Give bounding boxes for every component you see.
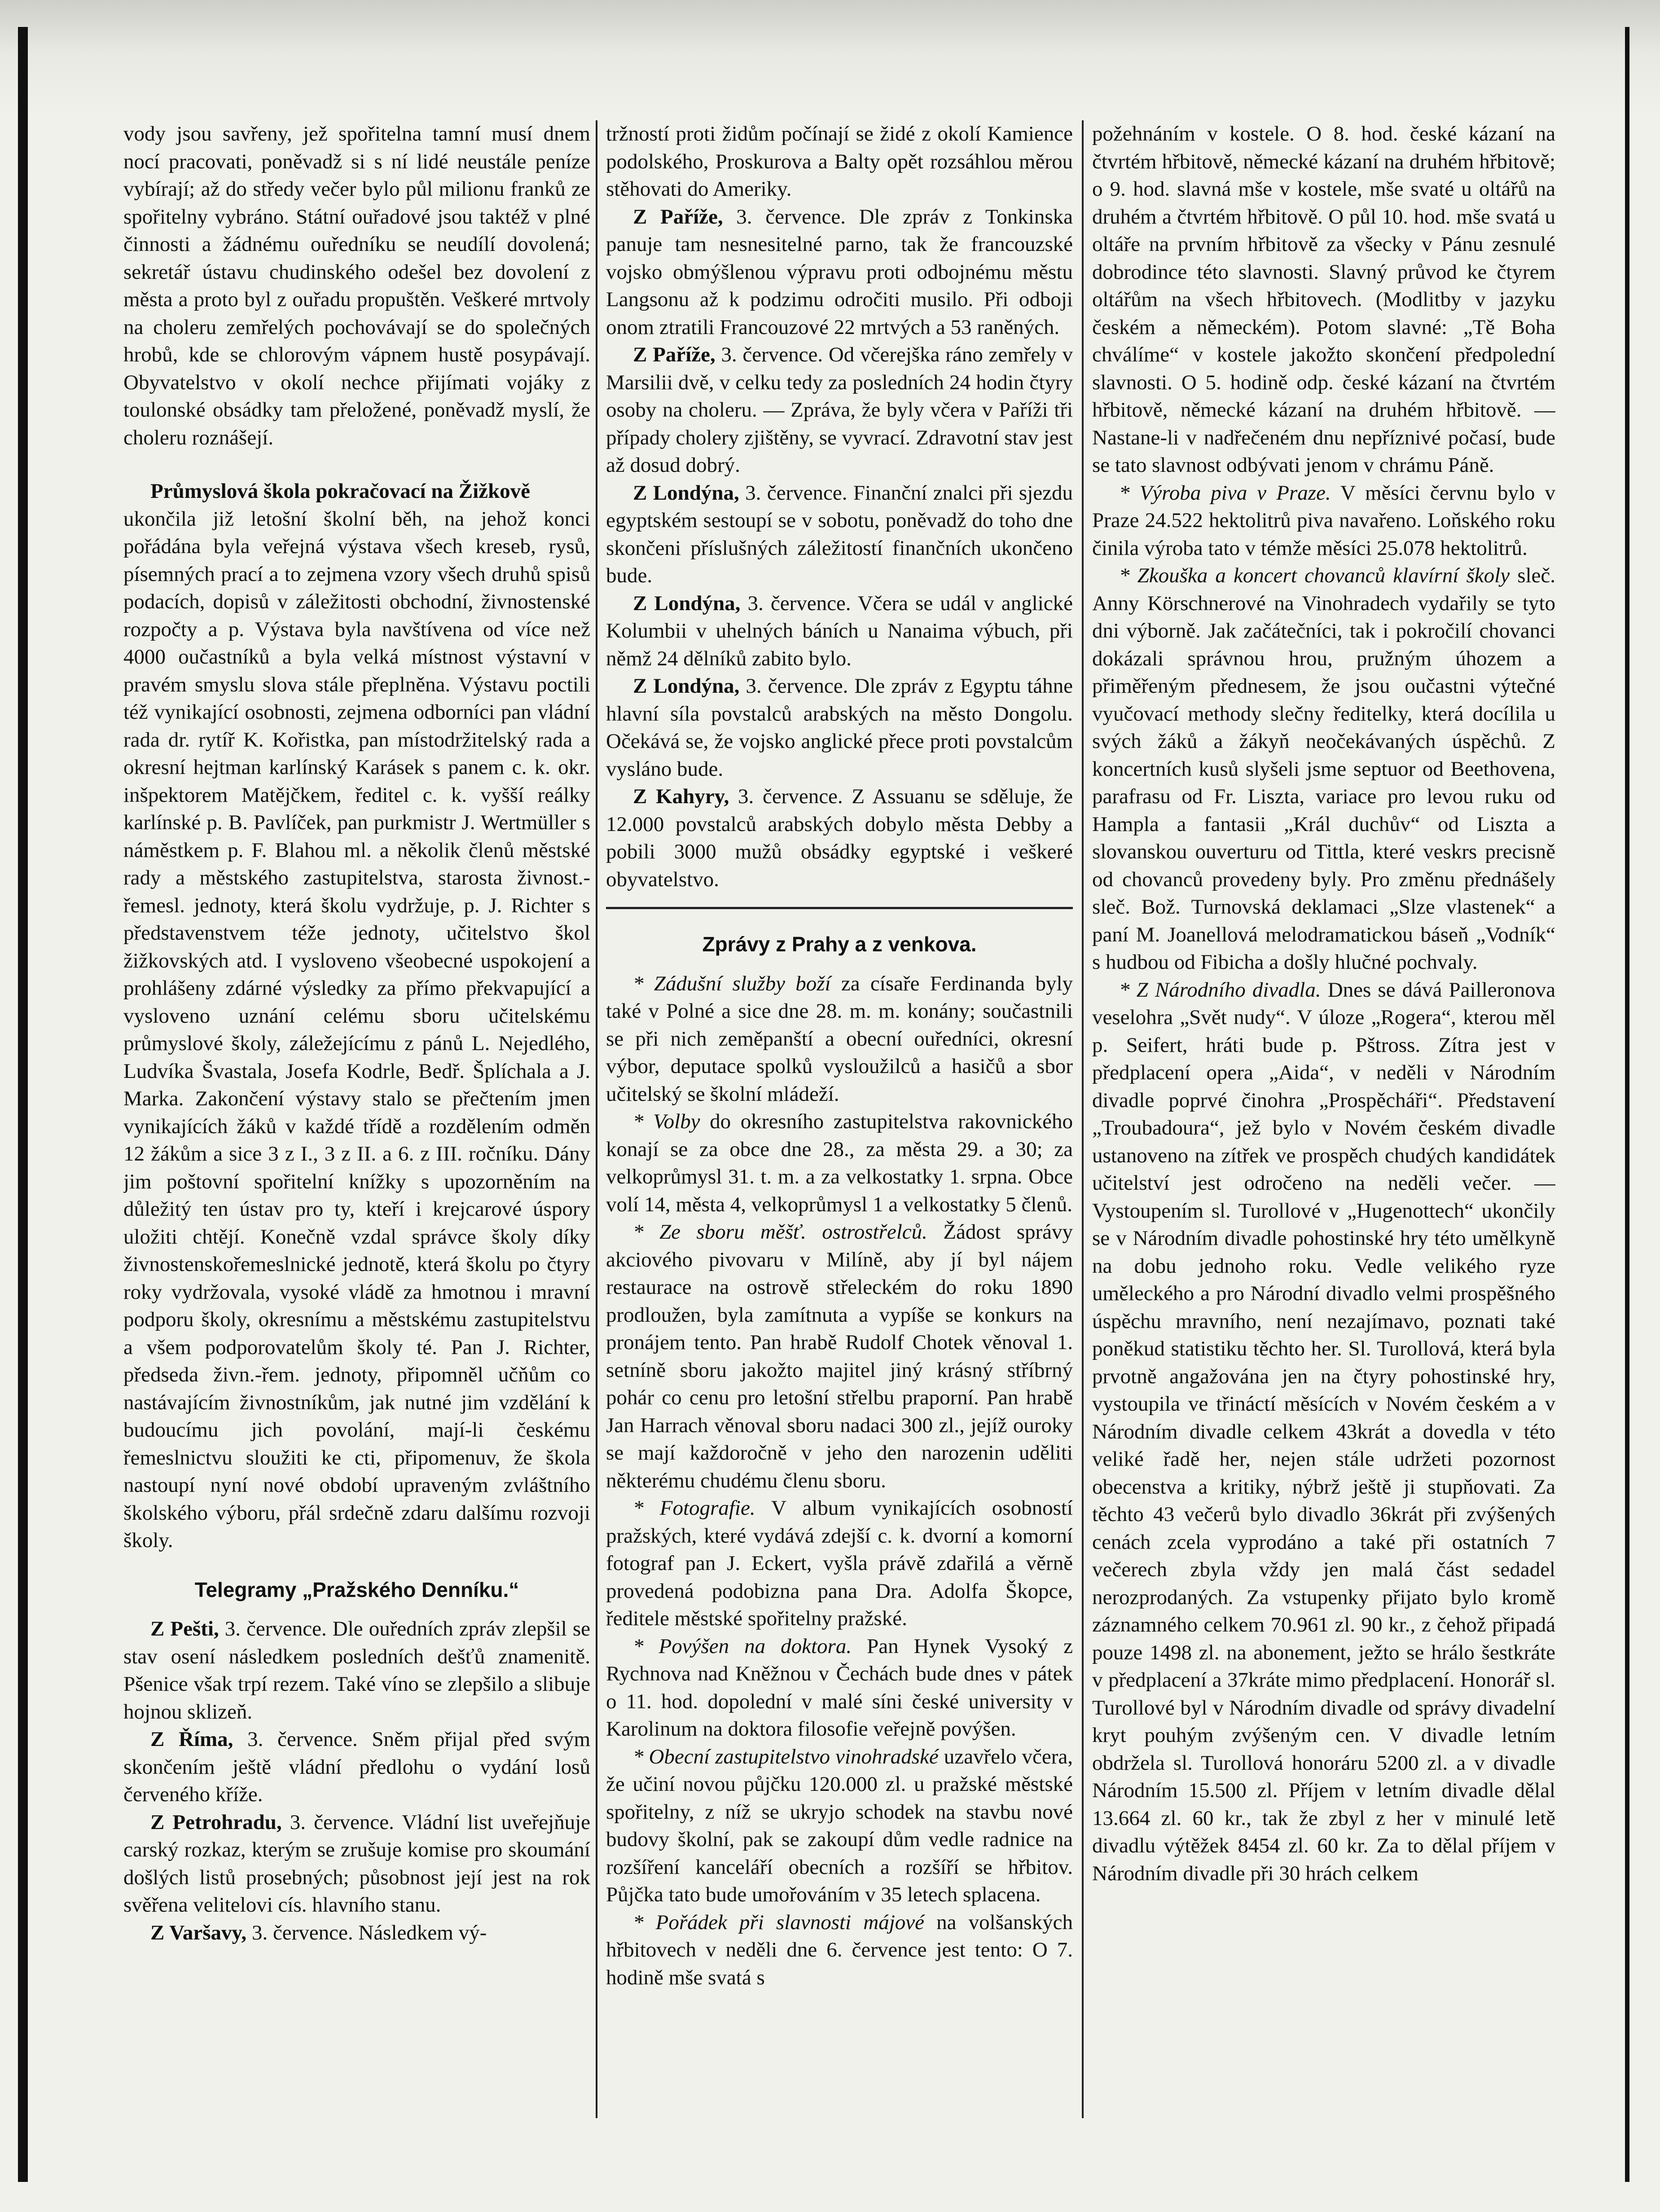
telegram-item — [606, 203, 1073, 342]
news-lead: * Pořádek při slavnosti májové — [633, 1910, 924, 1934]
telegram-item — [606, 783, 1073, 893]
column-1 — [123, 120, 590, 2118]
telegram-place: Z Londýna, — [633, 481, 739, 505]
news-lead: * Povýšen na doktora. — [633, 1634, 852, 1658]
telegram-place: Z Varšavy, — [150, 1921, 247, 1944]
article-paragraph: požehnáním v kostele. O 8. hod. české kázaní na čtvrtém hřbitově, německé kázaní na druhém hřbitově; o 9. hod. slavná mše v kostele, mše svaté u oltářů na druhém a čtvrtém hřbitově. O půl 10. hod. mše svatá u oltáře na prvním hřbitově za všecky v Pánu zesnulé dobrodince této slavnosti. Slavný průvod ke čtyrem oltářům na všech hřbitovech. (Modlitby v jazyku českém a německém). Potom slavné: „Tě Boha chválíme“ v kostele jakožto skončení předpolední slavnosti. O 5. hodině odp. české kázaní na čtvrtém hřbitově, německé kázaní na druhém hřbitově. — Nastane-li v nadřečeném dnu nepříznivé počasí, bude se tato slavnost odbývati jenom v chrámu Páně. — [1092, 122, 1555, 477]
news-lead: * Zádušní služby boží — [633, 972, 831, 995]
telegram-text: 3. července. Vládní list uveřejňuje carský rozkaz, kterým se zrušuje komise pro skoumání došlých listů prosebných; působnost její jest na rok svěřena velitelovi cís. hlavního stanu. — [123, 1810, 590, 1917]
telegram-text: 3. července. Následkem vý- — [251, 1921, 487, 1944]
section-rule — [606, 907, 1073, 909]
news-text: do okresního zastupitelstva rakovnického konají se za obce dne 28., za města 29. a 30; za velkoprůmysl 31. t. m. a za velkostatky 1. srpna. Obce volí 14, města 4, velkoprůmysl 1 a velkostatky 5 členů. — [606, 1110, 1073, 1216]
telegram-text: 3. července. Dle zpráv z Tonkinska panuje tam nesnesitelné parno, tak že francouzské vojsko obmýšlenou výpravu proti odbojnému městu Langsonu až k podzimu odročiti musilo. Při odboji onom ztratili Francouzové 22 mrtvých a 53 raněných. — [606, 205, 1073, 339]
news-item — [606, 1218, 1073, 1495]
telegram-text: 3. července. Sněm přijal před svým skončením ještě vládní předlohu o vydání losů červeného kříže. — [123, 1728, 590, 1806]
news-item — [606, 1743, 1073, 1909]
telegram-text: 3. července. Od včerejška ráno zemřely v Marsilii dvě, v celku tedy za posledních 24 hodin čtyry osoby na choleru. — Zpráva, že byly včera v Paříži tři případy cholery zjištěny, se vyvrací. Zdravotní stav jest až dosud dobrý. — [606, 343, 1073, 477]
newspaper-content — [123, 120, 1555, 2120]
telegram-item — [123, 1726, 590, 1809]
news-item — [606, 970, 1073, 1108]
news-lead: * Z Národního divadla. — [1119, 978, 1321, 1002]
news-lead: * Fotografie. — [633, 1496, 755, 1520]
article-paragraph: ukončila již letošní školní běh, na jehož konci pořádána byla veřejná výstava všech kreseb, rysů, písemných prací a to zejmena vzory všech druhů spisů podacích, dopisů v záležitosti obchodní, živnostenské rozpočty a p. Výstava byla navštívena od více než 4000 oučastníků a byla velká místnost výstavní v pravém smyslu slova stále přeplněna. Výstavu poctili též vynikající osobnosti, zejmena odborníci pan vládní rada dr. rytíř K. Kořistka, pan místodržitelský rada a okresní hejtman karlínský Karásek s panem c. k. okr. inšpektorem Matějčkem, ředitel c. k. vyšší reálky karlínské p. B. Pavlíček, pan purkmistr J. Wertmüller s náměstkem p. F. Blahou ml. a několik členů městské rady a městského zastupitelstva, starosta živnost.-řemesl. jednoty, která školu vydržuje, p. J. Richter s představenstvem téže jednoty, učitelstvo škol žižkovských atd. I vysloveno všeobecné uspokojení a prohlášeny zdárné výsledky za přímo překvapující a vysloveno uznání celému sboru učitelskému průmyslové školy, záležejícímu z pánů L. Nejedlého, Ludvíka Švastala, Josefa Kodrle, Bedř. Šplíchala a J. Marka. Zakončení výstavy stalo se přečtením jmen vynikajících žáků v každé třídě a rozdělením odměn 12 žákům a sice 3 z I., 3 z II. a 6. z III. ročníku. Dány jim poštovní spořitelní knížky s upozorněním na důležitý ten ústav pro ty, kteří i krejcarové úspory uložiti chtějí. Konečně vzdal správce školy díky živnostenskořemeslnické jednotě, která školu po čtyry roky vydržovala, vysoké vládě za hmotnou i mravní podporu školy, okresnímu a městskému zastupitelstvu a všem podporovatelům školy té. Pan J. Richter, předseda živn.-řem. jednoty, připomněl učňům co nastávajícím živnostníkům, jak nutné jim vzdělání k budoucímu jich povolání, mají-li českému řemeslnictvu sloužiti ke cti, připomenuv, že škola nastoupí nyní nové období upraveným zvláštního školského výboru, přál srdečně zdaru dalšímu rozvoji školy. — [123, 507, 590, 1552]
telegram-item — [606, 341, 1073, 479]
news-lead: * Zkouška a koncert chovanců klavírní školy — [1119, 564, 1510, 587]
telegram-item — [606, 590, 1073, 673]
news-item — [606, 1108, 1073, 1218]
telegram-text: 3. července. Z Assuanu se sděluje, že 12.000 povstalců arabských dobylo města Debby a pobili 3000 mužů obsádky egyptské i veškeré obyvatelstvo. — [606, 785, 1073, 891]
section-heading-telegrams: Telegramy „Pražského Denníku.“ — [194, 1578, 519, 1601]
news-text: uzavřelo včera, že učiní novou půjčku 120.000 zl. u pražské městské spořitelny, z níž se ukryjo schodek na stavbu nové budovy školní, pak se zakoupí dům vedle radnice na rozšíření kanceláří obecních a rozšíří se hřbitov. Půjčka tato bude umořováním v 35 letech splacena. — [606, 1745, 1073, 1906]
news-item — [606, 1909, 1073, 1992]
news-lead: * Ze sboru měšť. ostrostřelců. — [633, 1220, 927, 1244]
news-text: V album vynikajících osobností pražských, které vydává zdejší c. k. dvorní a komorní fotograf pan J. Eckert, vyšla právě zdařilá a věrně provedená podobizna pana Dra. Adolfa Škopce, ředitele městské spořitelny pražské. — [606, 1496, 1073, 1630]
column-2 — [606, 120, 1073, 2118]
telegram-text: 3. července. Včera se udál v anglické Kolumbii v uhelných báních u Nanaima výbuch, při němž 24 dělníků zabito bylo. — [606, 591, 1073, 670]
section-heading-local-news: Zprávy z Prahy a z venkova. — [702, 932, 977, 956]
telegram-place: Z Petrohradu, — [150, 1810, 282, 1834]
telegram-item — [606, 479, 1073, 590]
news-lead: * Volby — [633, 1110, 700, 1133]
column-3 — [1092, 120, 1555, 2118]
article-paragraph: vody jsou savřeny, jež spořitelna tamní musí dnem nocí pracovati, poněvadž si s ní lidé neustále peníze vybírají; až do středy večer bylo půl milionu franků ze spořitelny vybráno. Státní ouřadové jsou taktéž v plné činnosti a žádnému ouředníku se neudílí dovolená; sekretář ústavu chudinského odešel bez dovolení z města a proto byl z ouřadu propuštěn. Veškeré mrtvoly na choleru zemřelých pochovávají se do společných hrobů, kde se chlorovým vápnem hustě posypávají. Obyvatelstvo v okolí nechce přijímati vojáky z toulonské obsádky tam přeložené, poněvadž myslí, že choleru roznášejí. — [123, 122, 590, 449]
news-text: Pan Hynek Vysoký z Rychnova nad Kněžnou v Čechách bude dnes v pátek o 11. hod. dopolední v malé síni české university v Karolinum na doktora filosofie veřejně povýšen. — [606, 1634, 1073, 1741]
telegram-place: Z Londýna, — [633, 591, 741, 615]
telegram-place: Z Paříže, — [633, 343, 716, 366]
news-text: Žádost správy akciového pivovaru v Milíně, aby jí byl nájem restaurace na ostrově střeleckém do roku 1890 prodloužen, byla zamítnuta a vypíše se konkurs na pronájem tento. Pan hrabě Rudolf Chotek věnoval 1. setníně sboru jakožto majitel jiný krásný stříbrný pohár co cenu pro letošní střelbu praporní. Pan hrabě Jan Harrach věnoval sboru nadaci 300 zl., jejíž ouroky se mají každoročně v jeho den narozenin uděliti některému chudému členu sboru. — [606, 1220, 1073, 1492]
news-item — [1092, 479, 1555, 563]
article-heading: Průmyslová škola pokračovací na Žižkově — [150, 479, 531, 503]
news-text: V měsíci červnu bylo v Praze 24.522 hektolitrů piva navařeno. Loňského roku činila výroba tato v témže měsíci 25.078 hektolitrů. — [1092, 481, 1555, 560]
news-lead: * Výroba piva v Praze. — [1119, 481, 1331, 505]
news-text: sleč. Anny Körschnerové na Vinohradech vydařily se tyto dni výborně. Jak začátečníci, tak i pokročilí chovanci dokázali správnou hrou, pružným úhozem a přiměřeným přednesem, že jsou oučastni výtečné vyučovací methody slečny ředitelky, která docílila u svých žáků a žákyň neočekávaných úspěchů. Z koncertních kusů slyšeli jsme septuor od Beethovena, parafrasu od Fr. Liszta, variace pro levou ruku od Hampla a fantasii „Král duchův“ od Liszta a slovanskou ouverturu od Tittla, které veskrs precisně od chovanců provedeny byly. Pro změnu přednášely sleč. Bož. Turnovská deklamaci „Slze vlastenek“ a paní M. Joanellová melodramatickou báseň „Vodník“ s hudbou od Fibicha a došly hlučné pochvaly. — [1092, 564, 1555, 974]
telegram-item — [123, 1809, 590, 1919]
telegram-item — [123, 1919, 590, 1947]
column-divider — [1082, 120, 1084, 2118]
news-item — [1092, 562, 1555, 976]
telegram-text: 3. července. Dle ouředních zpráv zlepšil se stav osení následkem posledních dešťů znamenitě. Pšenice však trpí rezem. Také víno se zlepšilo a slibuje hojnou sklizeň. — [123, 1617, 590, 1724]
article-paragraph: tržností proti židům počínají se židé z okolí Kamience podolského, Proskurova a Balty opět rozsáhlou měrou stěhovati do Ameriky. — [606, 122, 1073, 201]
telegram-place: Z Londýna, — [633, 674, 740, 698]
telegram-text: 3. července. Dle zpráv z Egyptu táhne hlavní síla povstalců arabských na město Dongolu. Očekává se, že vojsko anglické přece proti povstalcům vysláno bude. — [606, 674, 1073, 781]
news-item — [1092, 976, 1555, 1888]
news-lead: * Obecní zastupitelstvo vinohradské — [633, 1745, 939, 1768]
telegram-place: Z Paříže, — [633, 205, 723, 229]
news-item — [606, 1633, 1073, 1743]
news-text: Dnes se dává Pailleronova veselohra „Svět nudy“. V úloze „Rogera“, kterou měl p. Seifert, hráti bude p. Pštross. Zítra jest v předplacení opera „Aida“, v neděli v Národním divadle poprvé činohra „Prospěcháři“. Představení „Troubadoura“, jež bylo v Novém českém divadle ustanoveno na zítřek ve prospěch chudých kandidátek učitelství jest odročeno na neděli večer. — Vystoupením sl. Turollové v „Hugenottech“ ukončily se v Národním divadle pohostinské hry této umělkyně na dobu jednoho roku. Vedle velikého ryze uměleckého a pro Národní divadlo velmi prospěšného úspěchu mravního, není nezajímavo, poznati také poněkud statistiku těchto her. Sl. Turollová, která byla prvotně angažována jen na čtyry pohostinské hry, vystoupila ve třináctí měsících v Novém českém a v Národním divadle celkem 43krát a dovedla v této veliké řadě her, nejen stále udržeti pozornost obecenstva a kritiky, nýbrž ještě ji stupňovati. Za těchto 43 večerů bylo divadlo 36krát při zvýšených cenách zcela vyprodáno a také při ostatních 7 večerech zbyla vždy jen malá část sedadel nerozprodaných. Za vstupenky přijato bylo kromě záznamného celkem 70.961 zl. 90 kr., z čehož připadá pouze 1498 zl. na abonement, ježto se hrálo šestkráte v předplacení a 37kráte mimo předplacení. Honorář sl. Turollové byl v Národním divadle od správy divadelní kryt pouhým zvýšeným cen. V divadle letním obdržela sl. Turollová honoráru 5200 zl. a v divadle Národním 15.500 zl. Příjem v letním divadle dělal 13.664 zl. 60 kr., tak že zbyl z her v minulé letě divadlu výtěžek 8454 zl. 60 kr. Za to dělal příjem v Národním divadle při 30 hrách celkem — [1092, 978, 1555, 1885]
news-item — [606, 1495, 1073, 1633]
telegram-place: Z Říma, — [150, 1728, 233, 1751]
news-text: na volšanských hřbitovech v neděli dne 6. července jest tento: O 7. hodině mše svatá s — [606, 1910, 1073, 1989]
telegram-item — [606, 673, 1073, 783]
telegram-place: Z Kahyry, — [633, 785, 729, 808]
news-text: za císaře Ferdinanda byly také v Polné a sice dne 28. m. m. konány; součastnili se při nich zeměpanští a obecní ouředníci, okresní výbor, deputace spolků vysloužilců a hasičů a sbor učitelský se školní mládeží. — [606, 972, 1073, 1106]
telegram-place: Z Pešti, — [150, 1617, 219, 1640]
column-divider — [596, 120, 597, 2118]
telegram-text: 3. července. Finanční znalci při sjezdu egyptském sestoupí se v sobotu, poněvadž do toho dne skončeni příslušných záležitostí finančních ukončeno bude. — [606, 481, 1073, 587]
telegram-item — [123, 1615, 590, 1726]
